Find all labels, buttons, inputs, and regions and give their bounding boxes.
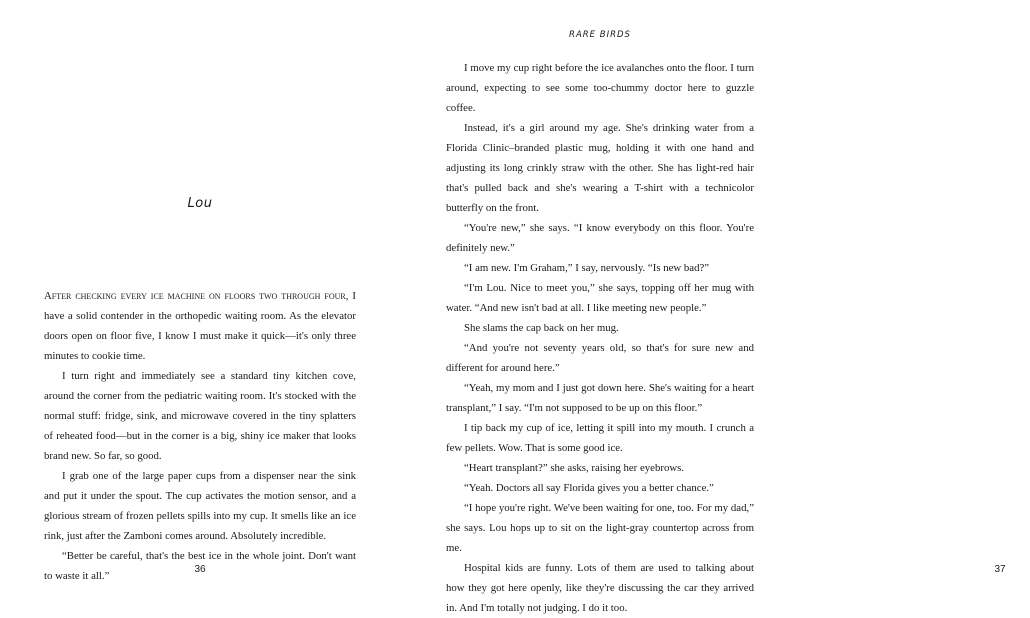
paragraph-text: I have a solid contender in the orthopedic waiting room. As the elevator doors open on floor five, I know I must make it quick—it's only three minutes to cookie time. — [44, 290, 356, 362]
paragraph: I move my cup right before the ice avalanches onto the floor. I turn around, expecting to see some too-chummy doctor here to guzzle coffee. — [446, 62, 754, 114]
paragraph: I turn right and immediately see a standard tiny kitchen cove, around the corner from the pediatric waiting room. It's stocked with the normal stuff: fridge, sink, and microwave covered in the tiny splatters of reheated food—but in the corner is a big, shiny ice maker that looks brand new. So far, so good. — [44, 370, 356, 462]
paragraph: “You're new,” she says. “I know everybody on this floor. You're definitely new.” — [446, 222, 754, 254]
paragraph: “I hope you're right. We've been waiting for one, too. For my dad,” she says. Lou hops up to sit on the light-gray countertop across from me. — [446, 502, 754, 554]
paragraph: Instead, it's a girl around my age. She's drinking water from a Florida Clinic–branded plastic mug, holding it with one hand and adjusting its long crinkly straw with the other. She has light-red hair that's pulled back and she's wearing a T-shirt with a technicolor butterfly on the front. — [446, 122, 754, 214]
paragraph: “I'm Lou. Nice to meet you,” she says, topping off her mug with water. “And new isn't bad at all. I like meeting new people.” — [446, 282, 754, 314]
paragraph: “I am new. I'm Graham,” I say, nervously. “Is new bad?” — [464, 262, 710, 274]
paragraph: She slams the cap back on her mug. — [464, 322, 619, 334]
paragraph: Hospital kids are funny. Lots of them are used to talking about how they got here openly, like they're discussing the car they arrived in. And I'm totally not judging. I do it too. — [446, 562, 754, 614]
paragraph: I grab one of the large paper cups from a dispenser near the sink and put it under the spout. The cup activates the motion sensor, and a glorious stream of frozen pellets spills into my cup. It smells like an ice rink, just after the Zamboni comes around. Absolutely incredible. — [44, 470, 356, 542]
opening-smallcaps: After checking every ice machine on floors two through four, — [44, 290, 349, 302]
paragraph: “Yeah, my mom and I just got down here. She's waiting for a heart transplant,” I say. “I'm not supposed to be up on this floor.” — [446, 382, 754, 414]
left-page-text — [44, 286, 356, 586]
paragraph — [44, 286, 356, 366]
page-number-left: 36 — [194, 564, 206, 575]
left-page — [0, 0, 400, 600]
paragraph: “And you're not seventy years old, so that's for sure new and different for around here.” — [446, 342, 754, 374]
paragraph: “Yeah. Doctors all say Florida gives you a better chance.” — [464, 482, 714, 494]
page-number-right: 37 — [994, 564, 1006, 575]
paragraph: “Better be careful, that's the best ice in the whole joint. Don't want to waste it all.” — [44, 550, 356, 582]
chapter-title: Lou — [187, 196, 213, 211]
right-page-text — [446, 58, 754, 618]
paragraph: “Heart transplant?” she asks, raising her eyebrows. — [464, 462, 685, 474]
running-head: RARE BIRDS — [569, 30, 631, 40]
paragraph: I tip back my cup of ice, letting it spill into my mouth. I crunch a few pellets. Wow. That is some good ice. — [446, 422, 754, 454]
